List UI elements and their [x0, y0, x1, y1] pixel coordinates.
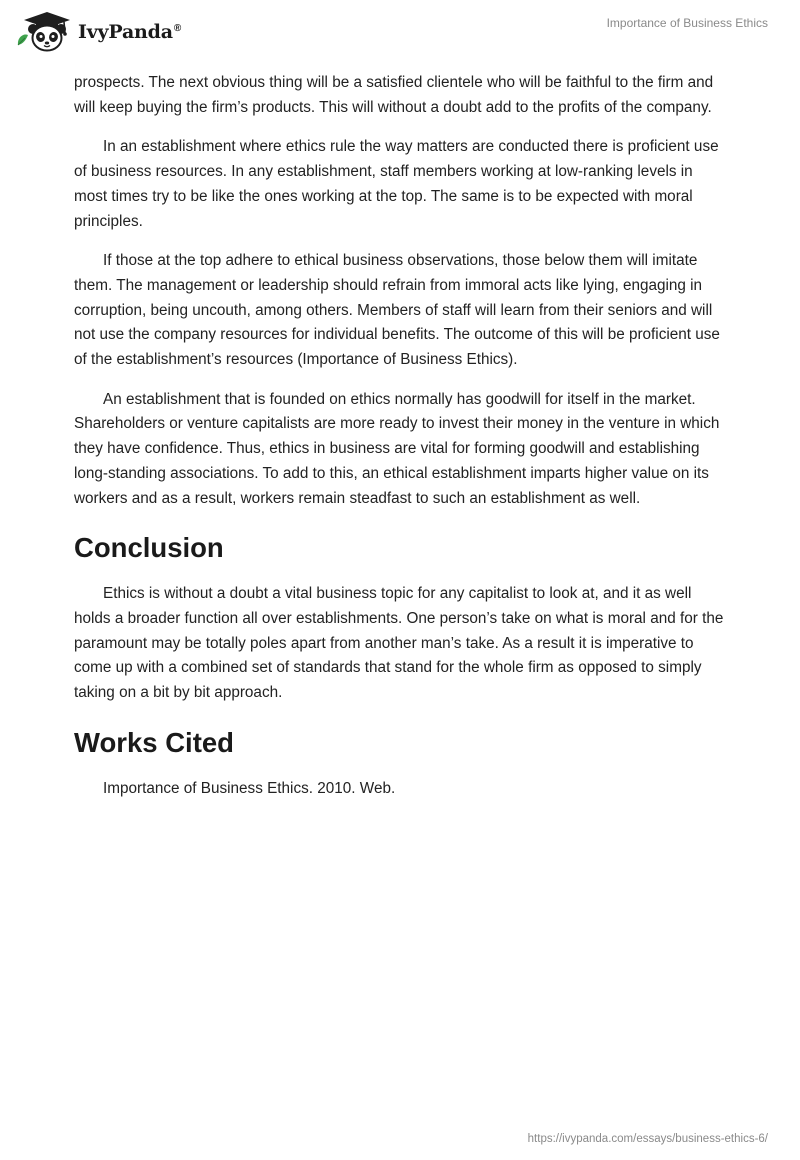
- conclusion-heading: Conclusion: [74, 532, 224, 564]
- page-header: [0, 0, 800, 64]
- source-url-link[interactable]: https://ivypanda.com/essays/business-ethics-6/: [527, 1133, 768, 1145]
- paragraph-goodwill: An establishment that is founded on ethics normally has goodwill for itself in the market. Shareholders or venture capitalists are more ready to invest their money in the venture in which they have confidence. Thus, ethics in business are vital for forming goodwill and establishing long-standing associations. To add to this, an ethical establishment imparts higher value on its workers and as a result, workers remain steadfast to such an establishment as well.: [74, 390, 720, 507]
- logo-text: [78, 21, 181, 43]
- logo-brand-name: IvyPanda: [78, 21, 173, 43]
- citation-entry: Importance of Business Ethics. 2010. Web.: [103, 779, 396, 797]
- ivypanda-logo[interactable]: [14, 9, 181, 53]
- registered-mark: ®: [173, 22, 182, 34]
- conclusion-paragraph: Ethics is without a doubt a vital business topic for any capitalist to look at, and it as well holds a broader function all over establishments. One person’s take on what is moral and for the paramount may be totally poles apart from another man’s take. As a result it is imperative to come up with a combined set of standards that stand for the whole firm as opposed to simply taking on a bit by bit approach.: [74, 585, 724, 702]
- document-title: Importance of Business Ethics: [606, 16, 768, 30]
- paragraph-continued: prospects. The next obvious thing will be a satisfied clientele who will be faithful to the firm and will keep buying the firm’s products. This will without a doubt add to the profits of the company.: [74, 74, 714, 116]
- panda-graduate-icon: [14, 9, 76, 53]
- paragraph-resources: In an establishment where ethics rule the way matters are conducted there is proficient use of business resources. In any establishment, staff members working at low-ranking levels in most times try to be like the ones working at the top. The same is to be expected with moral principles.: [74, 138, 719, 230]
- paragraph-leadership: If those at the top adhere to ethical business observations, those below them will imitate them. The management or leadership should refrain from immoral acts like lying, engaging in corruption, being uncouth, among others. Members of staff will learn from their seniors and will not use the company resources for individual benefits. The outcome of this will be proficient use of the establishment’s resources (Importance of Business Ethics).: [74, 252, 720, 369]
- essay-content: [74, 71, 724, 816]
- works-cited-heading: Works Cited: [74, 726, 234, 758]
